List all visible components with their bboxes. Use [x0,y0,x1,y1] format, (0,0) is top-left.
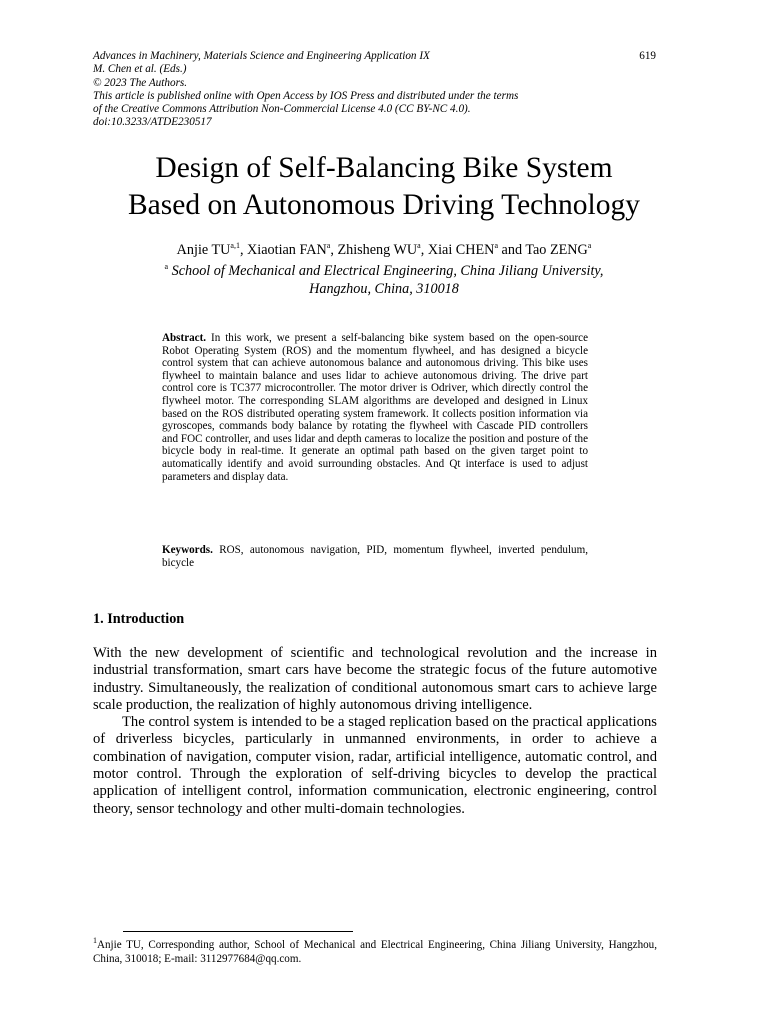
author-name: Tao ZENG [525,242,588,258]
footnote-text: Anjie TU, Corresponding author, School of Mechanical and Electrical Engineering, China Jiliang University, Hangzhou, China, 310018; E-mail: 3112977684@qq.com. [93,939,657,965]
keywords-text: ROS, autonomous navigation, PID, momentum flywheel, inverted pendulum, bicycle [162,544,588,569]
affiliation-mark: a [164,262,169,271]
title-line-1: Design of Self-Balancing Bike System [155,152,613,184]
affiliation [60,262,708,298]
affiliation-line-1 [60,262,708,280]
author-mark: a [587,241,592,250]
header-line-journal: Advances in Machinery, Materials Science and Engineering Application IX [93,50,430,62]
footnote-mark: 1 [93,936,97,945]
affiliation-text-1: School of Mechanical and Electrical Engineering, China Jiliang University, [171,263,604,279]
keywords [162,544,588,570]
title-line-2: Based on Autonomous Driving Technology [128,189,640,221]
abstract-label: Abstract. [162,332,207,344]
paper-title [60,150,708,224]
author-mark: a [417,241,421,250]
abstract [162,332,588,483]
author-mark: a [326,241,331,250]
header-line-copyright: © 2023 The Authors. [93,76,188,89]
journal-header [93,50,663,130]
footnote-divider [123,931,353,932]
introduction-body [93,645,657,818]
author-name: Anjie TU [176,242,231,258]
paragraph: The control system is intended to be a staged replication based on the practical applications of driverless bicycles, particularly in unmanned environments, in order to achieve a combination of navigation, computer vision, radar, artificial intelligence, automatic control, and motor control. Through the exploration of self-driving bicycles to develop the practical application of intelligent control, information communication, electronic engineering, control theory, sensor technology and other multi-domain technologies. [93,714,657,817]
author-separator: and [498,242,526,258]
author-separator: , [330,242,338,258]
author-mark: a,1 [230,241,240,250]
author-list [60,242,708,259]
header-line-license-1: This article is published online with Open Access by IOS Press and distributed under the terms [93,89,519,102]
header-line-editors: M. Chen et al. (Eds.) [93,63,187,76]
author-name: Xiaotian FAN [247,242,327,258]
author-separator: , [239,242,248,258]
author-name: Xiai CHEN [427,242,495,258]
header-line-license-2: of the Creative Commons Attribution Non-Commercial License 4.0 (CC BY-NC 4.0). [93,103,471,116]
page-number: 619 [639,50,656,62]
footnote [93,936,657,966]
keywords-label: Keywords. [162,544,213,556]
author-separator: , [420,242,428,258]
abstract-text: In this work, we present a self-balancing bike system based on the open-source Robot Operating System (ROS) and the momentum flywheel, and has designed a bicycle control system that can achieve autonomous balance and autonomous driving. This bike uses flywheel to maintain balance and uses lidar to achieve autonomous driving. The drive part control core is TC377 microcontroller. The motor driver is Odriver, which directly control the flywheel motor. The corresponding SLAM algorithms are developed and designed in Linux based on the ROS distributed operating system framework. It collects position information via gyroscopes, commands body balance by rotating the flywheel with Cascade PID controllers and FOC controller, and uses lidar and depth cameras to localize the position and posture of the bicycle body in real-time. It generate an optimal path based on the given target point to automatically identify and avoid surrounding obstacles. And Qt interface is used to adjust parameters and display data. [162,332,588,483]
paragraph: With the new development of scientific and technological revolution and the increase in industrial transformation, smart cars have become the strategic focus of the future automotive industry. Simultaneously, the realization of conditional autonomous smart cars to achieve large scale production, the realization of highly autonomous driving intelligence. [93,645,657,713]
author-mark: a [494,241,498,250]
affiliation-line-2: Hangzhou, China, 310018 [309,281,459,297]
author-name: Zhisheng WU [337,242,418,258]
section-heading-introduction: 1. Introduction [93,611,185,627]
header-line-doi: doi:10.3233/ATDE230517 [93,116,212,129]
